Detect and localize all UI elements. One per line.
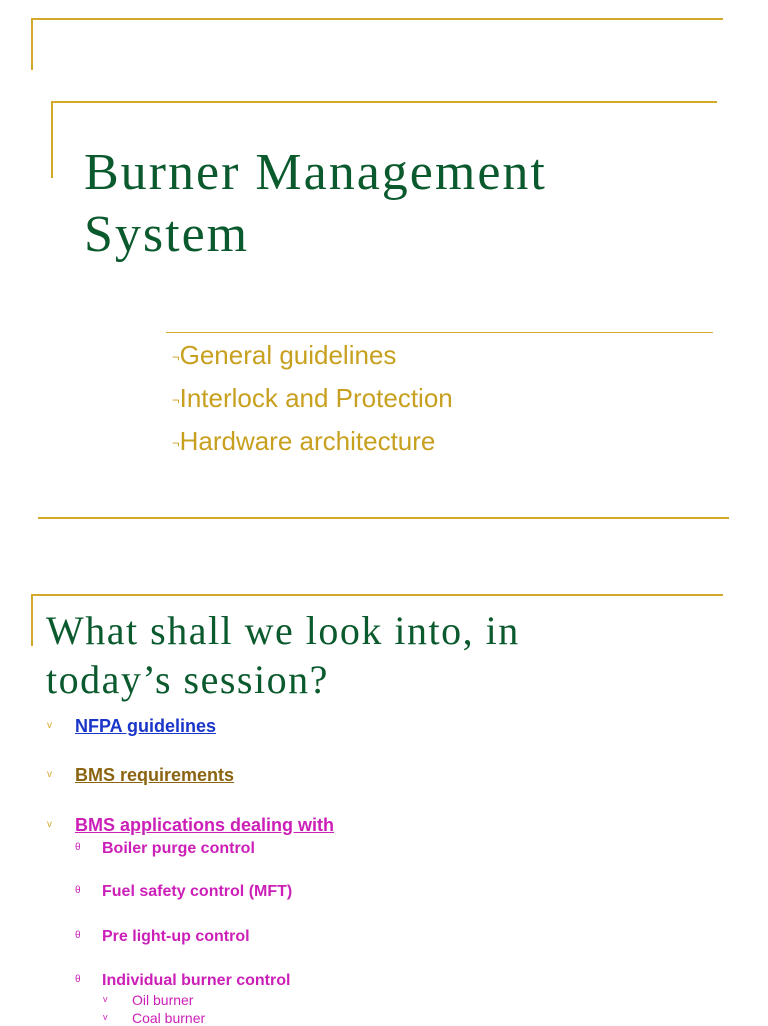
slide1-title-line2: System xyxy=(84,206,250,263)
sub-sub-item-coal-burner: Coal burner xyxy=(132,1010,206,1026)
slide1-title xyxy=(84,142,547,266)
v-bullet-icon: v xyxy=(103,994,108,1004)
slide2-left-tick xyxy=(31,594,33,646)
slide2-top-rule xyxy=(31,594,723,596)
subtitle-item-label: Interlock and Protection xyxy=(179,383,453,413)
nfpa-guidelines-link[interactable]: NFPA guidelines xyxy=(75,716,217,736)
subtitle-item-general-guidelines xyxy=(172,340,396,371)
bms-applications-link[interactable]: BMS applications dealing with xyxy=(75,815,335,835)
slide1-title-line1: Burner Management xyxy=(84,144,547,201)
subtitle-item-hardware-architecture xyxy=(172,426,435,457)
slide2-title xyxy=(46,606,520,704)
v-bullet-icon: v xyxy=(47,769,52,780)
negation-bullet-icon: ¬ xyxy=(172,392,180,408)
negation-bullet-icon: ¬ xyxy=(172,435,180,451)
title-frame-left-tick xyxy=(51,101,53,178)
sub-item-pre-light-up-control: Pre light-up control xyxy=(102,928,250,945)
slide1-left-tick xyxy=(31,18,33,70)
slide-separator-rule xyxy=(38,517,729,519)
negation-bullet-icon: ¬ xyxy=(172,349,180,365)
theta-bullet-icon: θ xyxy=(75,974,81,985)
subtitle-divider xyxy=(166,332,713,333)
subtitle-item-label: Hardware architecture xyxy=(179,426,436,456)
slide1-top-rule xyxy=(31,18,723,20)
theta-bullet-icon: θ xyxy=(75,930,81,941)
slide2-title-line2: today’s session? xyxy=(46,657,329,702)
subtitle-item-label: General guidelines xyxy=(179,340,397,370)
sub-sub-item-oil-burner: Oil burner xyxy=(132,992,194,1008)
sub-item-boiler-purge-control: Boiler purge control xyxy=(102,840,255,857)
bms-requirements-link[interactable]: BMS requirements xyxy=(75,765,235,785)
theta-bullet-icon: θ xyxy=(75,842,81,853)
sub-item-fuel-safety-control: Fuel safety control (MFT) xyxy=(102,883,293,900)
slide2-title-line1: What shall we look into, in xyxy=(46,608,520,653)
subtitle-item-interlock-protection xyxy=(172,383,453,414)
v-bullet-icon: v xyxy=(47,720,52,731)
sub-item-individual-burner-control: Individual burner control xyxy=(102,972,291,989)
v-bullet-icon: v xyxy=(103,1012,108,1022)
title-frame-top-rule xyxy=(51,101,717,103)
theta-bullet-icon: θ xyxy=(75,885,81,896)
v-bullet-icon: v xyxy=(47,819,52,830)
